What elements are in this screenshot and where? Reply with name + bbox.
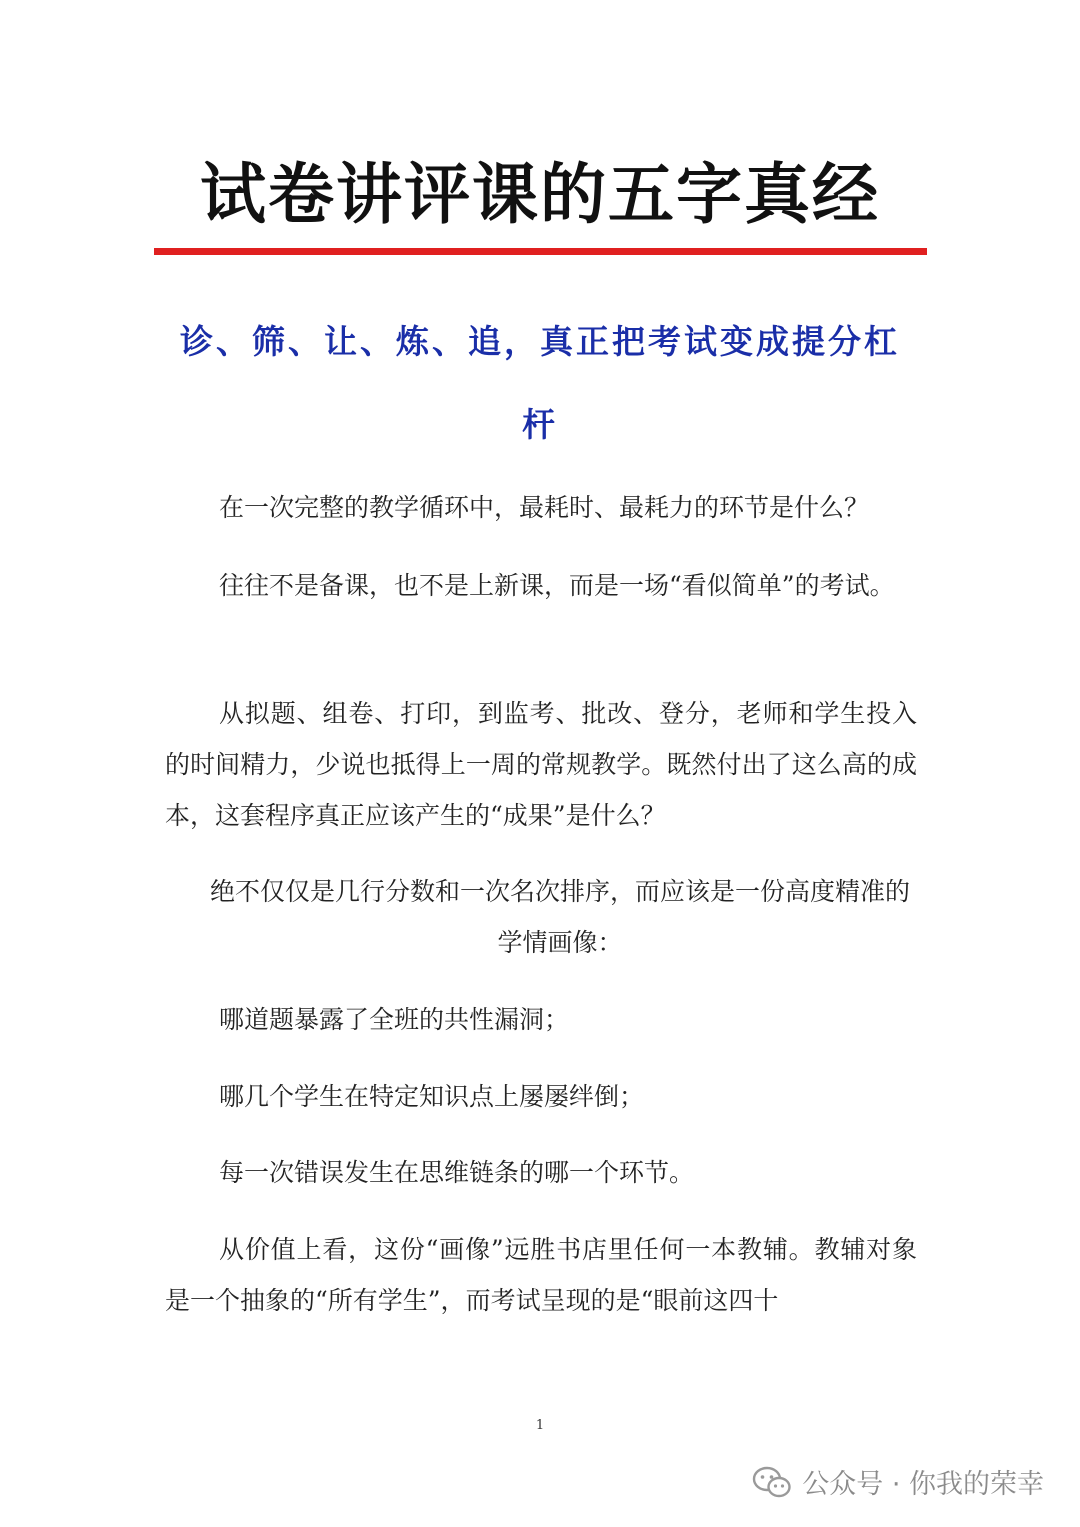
paragraph-3: 从拟题、组卷、打印，到监考、批改、登分，老师和学生投入的时间精力，少说也抵得上一周的常规教学。既然付出了这么高的成本，这套程序真正应该产生的“成果”是什么？ [165, 699, 917, 830]
paragraph-2: 往往不是备课，也不是上新课，而是一场“看似简单”的考试。 [219, 571, 895, 600]
paragraph-1: 在一次完整的教学循环中，最耗时、最耗力的环节是什么？ [219, 493, 870, 522]
watermark-text: 公众号 · 你我的荣幸 [802, 1469, 1044, 1500]
title-divider [154, 248, 927, 255]
page-number: 1 [535, 1418, 545, 1433]
subtitle: 诊、筛、让、炼、追，真正把考试变成提分杠杆 [180, 322, 900, 444]
paragraph-6: 哪几个学生在特定知识点上屡屡绊倒； [219, 1082, 645, 1111]
page-title: 试卷讲评课的五字真经 [200, 156, 880, 233]
paragraph-4: 绝不仅仅是几行分数和一次名次排序，而应该是一份高度精准的学情画像： [209, 877, 910, 957]
watermark [752, 1462, 1044, 1501]
wechat-icon [752, 1465, 792, 1499]
paragraph-8: 从价值上看，这份“画像”远胜书店里任何一本教辅。教辅对象是一个抽象的“所有学生”，而考试呈现的是“眼前这四十 [165, 1235, 917, 1315]
paragraph-5: 哪道题暴露了全班的共性漏洞； [219, 1005, 570, 1034]
paragraph-7: 每一次错误发生在思维链条的哪一个环节。 [219, 1158, 695, 1187]
